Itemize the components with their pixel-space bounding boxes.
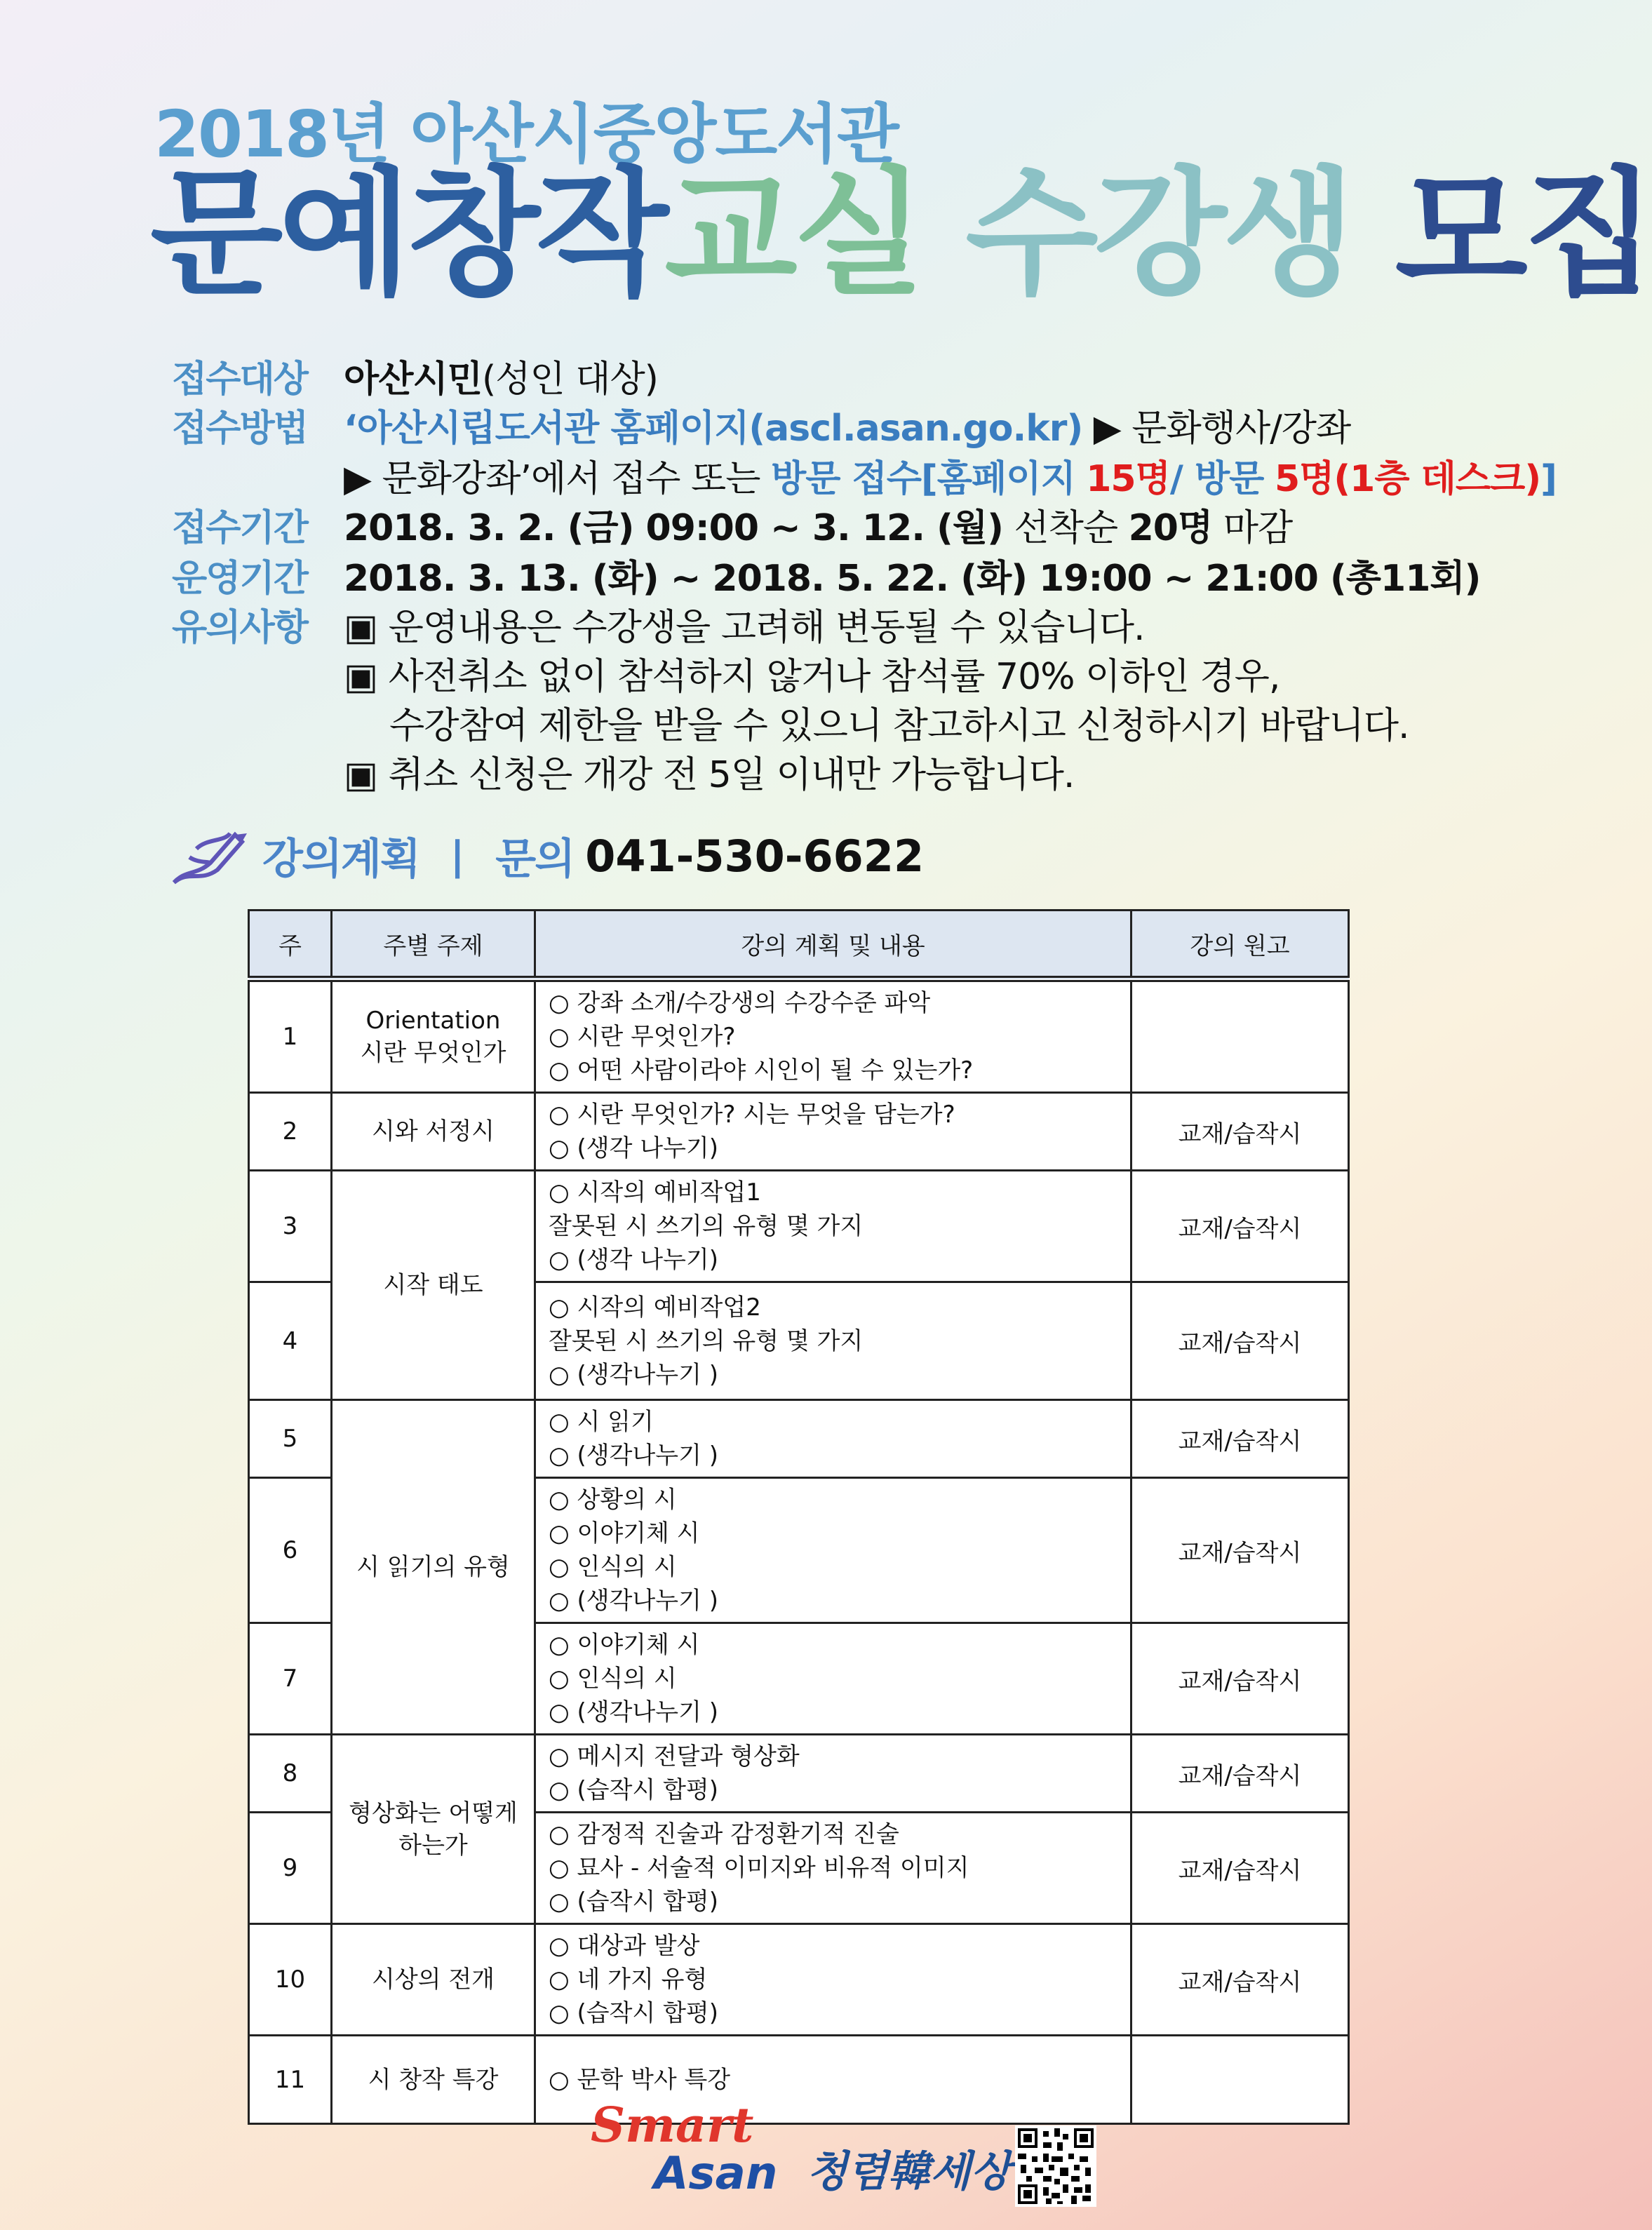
main-title-part-3: 수강생 bbox=[965, 154, 1352, 314]
table-row bbox=[249, 1171, 1349, 1282]
method-line-2 bbox=[344, 449, 1557, 502]
material-cell: 교재/습작시 bbox=[1131, 1282, 1349, 1400]
week-cell: 2 bbox=[249, 1093, 332, 1171]
topic-cell: 시작 태도 bbox=[332, 1171, 535, 1400]
material-cell: 교재/습작시 bbox=[1131, 1813, 1349, 1924]
topic-cell: 시 창작 특강 bbox=[332, 2036, 535, 2124]
notice-1: ▣ 운영내용은 수강생을 고려해 변동될 수 있습니다. bbox=[344, 607, 1145, 649]
target-note: (성인 대상) bbox=[481, 358, 658, 401]
content-line: ○ 시 읽기 bbox=[549, 1408, 654, 1436]
week-cell: 5 bbox=[249, 1400, 332, 1478]
inquiry-label: 문의 bbox=[495, 835, 575, 884]
method-line2-pre: ▶ 문화강좌’에서 접수 또는 bbox=[344, 458, 760, 500]
content-line: ○ (생각나누기 ) bbox=[549, 1442, 719, 1470]
week-cell: 4 bbox=[249, 1282, 332, 1400]
content-cell bbox=[535, 1400, 1131, 1478]
content-cell bbox=[535, 979, 1131, 1093]
target-value: 아산시민 bbox=[344, 358, 482, 401]
material-cell: 교재/습작시 bbox=[1131, 1924, 1349, 2036]
notice-label: 유의사항 bbox=[172, 607, 307, 649]
material-cell: 교재/습작시 bbox=[1131, 1478, 1349, 1623]
quota-b1: [홈페이지 bbox=[921, 458, 1075, 500]
topic-cell: Orientation 시란 무엇인가 bbox=[332, 979, 535, 1093]
week-cell: 11 bbox=[249, 2036, 332, 2124]
notice-3: ▣ 취소 신청은 개강 전 5일 이내만 가능합니다. bbox=[344, 754, 1075, 796]
table-row bbox=[249, 979, 1349, 1093]
content-line: ○ 상황의 시 bbox=[549, 1486, 677, 1514]
content-cell bbox=[535, 1478, 1131, 1623]
main-title bbox=[150, 156, 1652, 314]
method-label: 접수방법 bbox=[172, 408, 307, 450]
table-row bbox=[249, 1093, 1349, 1171]
plan-label: 강의계획 bbox=[262, 835, 419, 884]
notice-2b: 수강참여 제한을 받을 수 있으니 참고하시고 신청하시기 바랍니다. bbox=[389, 705, 1409, 747]
year-title: 2018년 아산시중앙도서관 bbox=[154, 97, 898, 172]
content-line: ○ 이야기체 시 bbox=[549, 1519, 700, 1547]
period-tail-2: 20명 bbox=[1128, 507, 1213, 549]
section-separator: | bbox=[450, 833, 465, 879]
material-cell: 교재/습작시 bbox=[1131, 1623, 1349, 1735]
quota-visit: 5명(1층 데스크) bbox=[1274, 458, 1541, 500]
material-cell: 교재/습작시 bbox=[1131, 1400, 1349, 1478]
main-title-part-4: 모집 bbox=[1395, 154, 1652, 314]
topic-cell: 시와 서정시 bbox=[332, 1093, 535, 1171]
header-week: 주 bbox=[249, 911, 332, 979]
material-cell: 교재/습작시 bbox=[1131, 1171, 1349, 1282]
target-value-line bbox=[344, 349, 658, 402]
header-topic: 주별 주제 bbox=[332, 911, 535, 979]
content-line: ○ 네 가지 유형 bbox=[549, 1966, 708, 1994]
quota-b3: ] bbox=[1540, 458, 1557, 500]
topic-cell: 형상화는 어떻게 하는가 bbox=[332, 1735, 535, 1924]
plan-section-bar bbox=[168, 821, 924, 891]
content-line: ○ (습작시 합평) bbox=[549, 1999, 719, 2027]
period-tail-1: 선착순 bbox=[1014, 507, 1118, 549]
material-cell: 교재/습작시 bbox=[1131, 1735, 1349, 1813]
slogan-logo: 청렴韓세상 bbox=[807, 2147, 1012, 2196]
schedule-table bbox=[248, 909, 1350, 2125]
pen-icon bbox=[168, 821, 253, 891]
content-line: ○ 대상과 발상 bbox=[549, 1932, 700, 1960]
content-cell bbox=[535, 1623, 1131, 1735]
main-title-part-2: 교실 bbox=[664, 154, 922, 314]
material-cell bbox=[1131, 979, 1349, 1093]
method-line-1 bbox=[344, 398, 1350, 451]
content-line: ○ 시작의 예비작업1 bbox=[549, 1178, 761, 1207]
header-content: 강의 계획 및 내용 bbox=[535, 911, 1131, 979]
week-cell: 3 bbox=[249, 1171, 332, 1282]
table-row bbox=[249, 1735, 1349, 1813]
content-line: 잘못된 시 쓰기의 유형 몇 가지 bbox=[549, 1326, 864, 1355]
content-line: ○ 인식의 시 bbox=[549, 1665, 677, 1693]
content-line: ○ 문학 박사 특강 bbox=[549, 2065, 731, 2094]
table-header-row bbox=[249, 911, 1349, 979]
main-title-part-1: 문예창작 bbox=[150, 154, 665, 314]
content-line: ○ 시란 무엇인가? 시는 무엇을 담는가? bbox=[549, 1101, 955, 1129]
period-line bbox=[344, 498, 1292, 551]
period-value: 2018. 3. 2. (금) 09:00 ~ 3. 12. (월) bbox=[344, 507, 1003, 549]
smart-logo-top: Smart bbox=[591, 2097, 754, 2154]
content-line: ○ 강좌 소개/수강생의 수강수준 파악 bbox=[549, 989, 931, 1017]
quota-b2: / 방문 bbox=[1169, 458, 1264, 500]
smart-logo-bottom: Asan bbox=[654, 2148, 778, 2200]
content-line: ○ (생각 나누기) bbox=[549, 1246, 719, 1274]
period-tail-3: 마감 bbox=[1223, 507, 1293, 549]
week-cell: 1 bbox=[249, 979, 332, 1093]
material-cell: 교재/습작시 bbox=[1131, 1093, 1349, 1171]
content-line: ○ (생각나누기 ) bbox=[549, 1698, 719, 1726]
content-line: ○ 묘사 - 서술적 이미지와 비유적 이미지 bbox=[549, 1854, 969, 1882]
week-cell: 7 bbox=[249, 1623, 332, 1735]
content-line: 잘못된 시 쓰기의 유형 몇 가지 bbox=[549, 1212, 864, 1240]
content-cell bbox=[535, 1735, 1131, 1813]
run-line bbox=[344, 549, 1480, 601]
quota-online: 15명 bbox=[1086, 458, 1170, 500]
content-cell bbox=[535, 1093, 1131, 1171]
content-line: ○ 인식의 시 bbox=[549, 1553, 677, 1581]
content-line: ○ 시작의 예비작업2 bbox=[549, 1293, 761, 1322]
content-cell bbox=[535, 1924, 1131, 2036]
content-cell bbox=[535, 1171, 1131, 1282]
homepage-link[interactable]: ‘아산시립도서관 홈페이지(ascl.asan.go.kr) bbox=[344, 408, 1083, 450]
table-row bbox=[249, 1924, 1349, 2036]
content-line: ○ (생각나누기 ) bbox=[549, 1360, 719, 1389]
content-line: ○ 어떤 사람이라야 시인이 될 수 있는가? bbox=[549, 1056, 974, 1084]
content-cell bbox=[535, 1282, 1131, 1400]
content-line: ○ 감정적 진술과 감정환기적 진술 bbox=[549, 1820, 899, 1848]
run-value: 2018. 3. 13. (화) ~ 2018. 5. 22. (화) 19:00 ~ 21:00 (총11회) bbox=[344, 558, 1481, 600]
topic-cell: 시 읽기의 유형 bbox=[332, 1400, 535, 1735]
content-line: ○ (생각나누기 ) bbox=[549, 1587, 719, 1615]
week-cell: 10 bbox=[249, 1924, 332, 2036]
content-line: ○ (습작시 합평) bbox=[549, 1888, 719, 1916]
notice-2a: ▣ 사전취소 없이 참석하지 않거나 참석률 70% 이하인 경우, bbox=[344, 656, 1280, 698]
content-line: ○ 이야기체 시 bbox=[549, 1631, 700, 1659]
week-cell: 6 bbox=[249, 1478, 332, 1623]
content-line: ○ (생각 나누기) bbox=[549, 1134, 719, 1162]
content-line: ○ 시란 무엇인가? bbox=[549, 1023, 736, 1051]
phone-number: 041-530-6622 bbox=[585, 830, 925, 882]
method-arrow-text: ▶ 문화행사/강좌 bbox=[1093, 408, 1351, 450]
qr-code-icon bbox=[1015, 2125, 1096, 2207]
week-cell: 8 bbox=[249, 1735, 332, 1813]
visit-apply: 방문 접수 bbox=[770, 458, 922, 500]
run-label: 운영기간 bbox=[172, 558, 307, 600]
topic-cell: 시상의 전개 bbox=[332, 1924, 535, 2036]
table-row bbox=[249, 2036, 1349, 2124]
header-material: 강의 원고 bbox=[1131, 911, 1349, 979]
content-line: ○ (습작시 합평) bbox=[549, 1776, 719, 1804]
content-line: ○ 메시지 전달과 형상화 bbox=[549, 1742, 800, 1771]
week-cell: 9 bbox=[249, 1813, 332, 1924]
content-cell bbox=[535, 1813, 1131, 1924]
period-label: 접수기간 bbox=[172, 507, 307, 549]
material-cell bbox=[1131, 2036, 1349, 2124]
table-row bbox=[249, 1400, 1349, 1478]
target-label: 접수대상 bbox=[172, 358, 307, 401]
